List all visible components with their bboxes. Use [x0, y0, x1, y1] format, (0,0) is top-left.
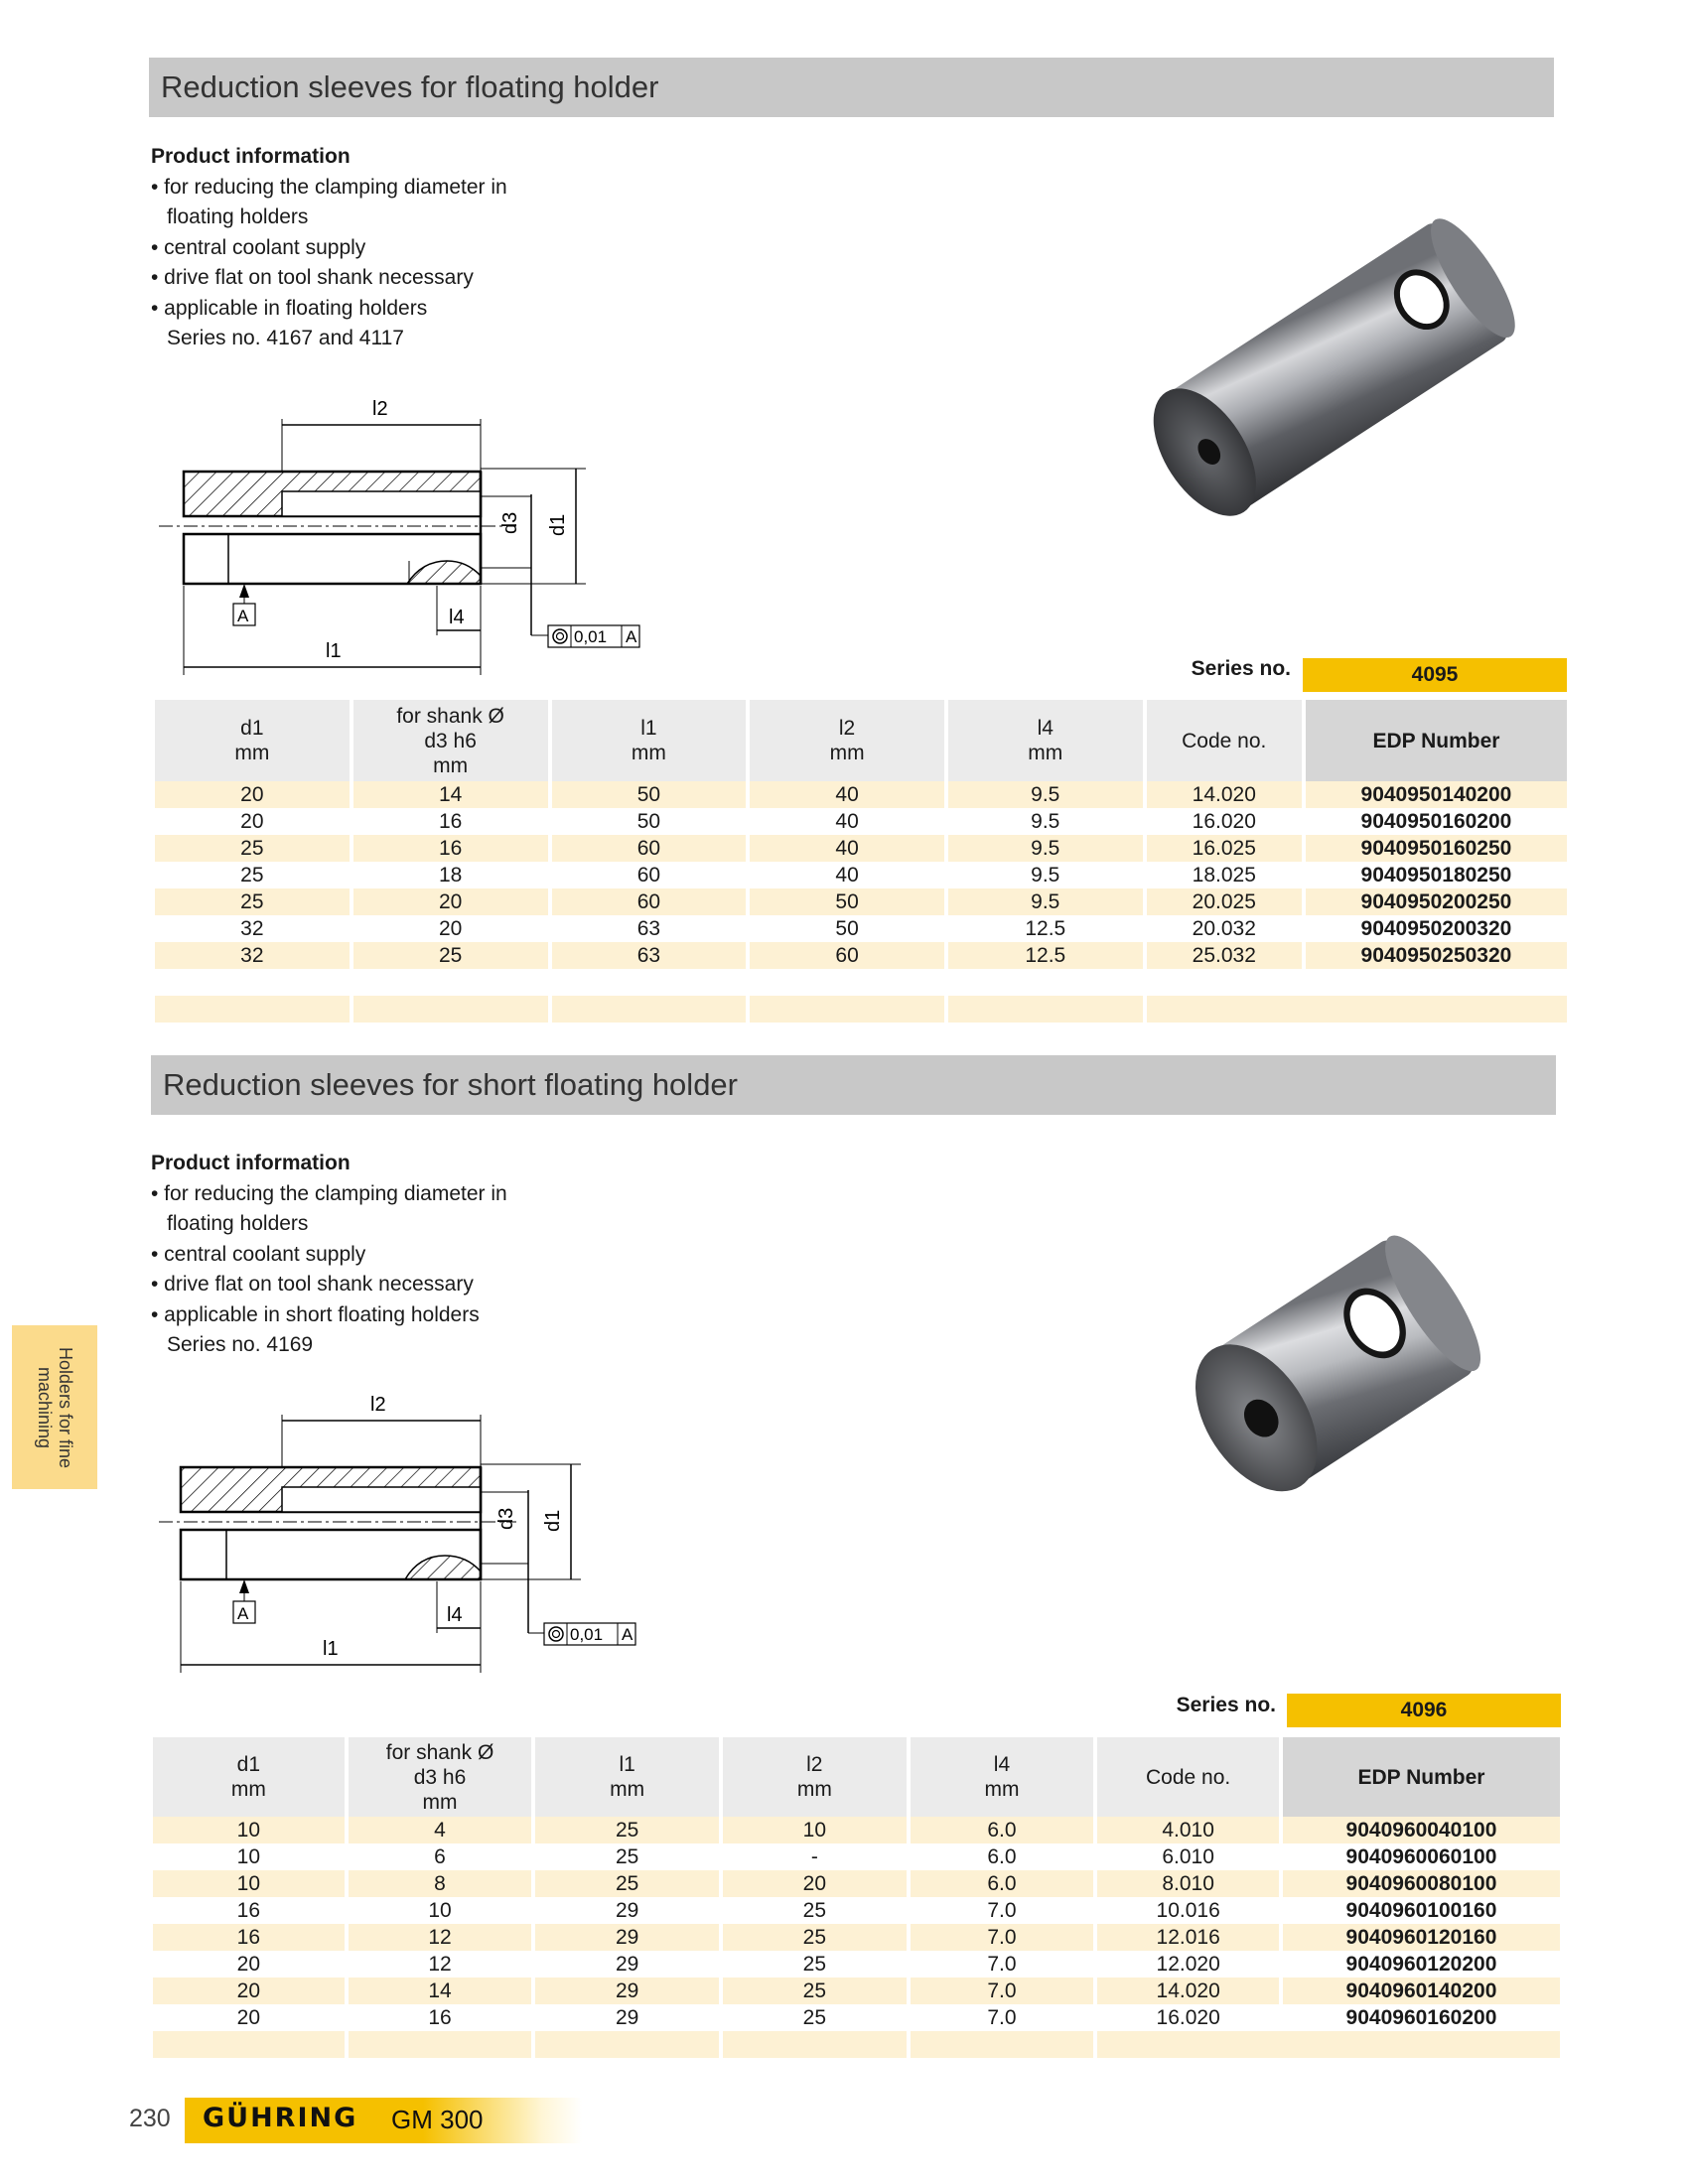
table-row: 10 4 25 10 6.0 4.010 9040960040100	[153, 1817, 1560, 1843]
col-d1: d1 mm	[155, 700, 350, 781]
bullet: • for reducing the clamping diameter in floating holders	[151, 1181, 507, 1235]
tolerance-value: 0,01	[570, 1625, 604, 1644]
tolerance-ref: A	[622, 1625, 633, 1644]
table-row: 20 12 29 25 7.0 12.020 9040960120200	[236, 1953, 1497, 1976]
dim-l1-label: l1	[326, 640, 342, 662]
technical-drawing-2	[149, 1385, 665, 1673]
table-empty-row	[155, 996, 1567, 1023]
col-l4: l4 mm	[911, 1737, 1094, 1817]
spec-table-4095	[151, 700, 1571, 1023]
side-tab-label: Holders for fine machining	[35, 1346, 75, 1468]
brand-logo: GÜHRING	[203, 2103, 358, 2133]
section-title-floating	[149, 58, 1554, 117]
tolerance-value: 0,01	[574, 627, 608, 646]
table-row: 32 20 63 50 12.5 20.032 9040950200320	[240, 917, 1512, 940]
bullet: • drive flat on tool shank necessary	[151, 1273, 474, 1296]
col-l2: l2 mm	[750, 700, 944, 781]
dim-l2-label: l2	[372, 398, 388, 420]
bullet: • for reducing the clamping diameter in floating holders	[151, 175, 507, 228]
product-info-heading: Product information	[151, 1152, 351, 1174]
col-edp: EDP Number	[1306, 700, 1567, 781]
col-shank: for shank Ø d3 h6 mm	[349, 1737, 532, 1817]
table-row: 20 14 29 25 7.0 14.020 9040960140200	[153, 1978, 1560, 2004]
table-row: 16 10 29 25 7.0 10.016 9040960100160	[236, 1899, 1497, 1922]
bullet: • applicable in floating holders Series no. 4167 and 4117	[151, 296, 428, 349]
section-title-short-floating	[151, 1055, 1556, 1115]
table-row: 20 16 29 25 7.0 16.020 9040960160200	[236, 2006, 1497, 2029]
col-l2: l2 mm	[723, 1737, 907, 1817]
col-d1: d1 mm	[153, 1737, 345, 1817]
product-photo-long-sleeve	[1102, 189, 1569, 546]
dim-d1-label: d1	[542, 1509, 564, 1532]
section-title-text: Reduction sleeves for floating holder	[161, 69, 659, 104]
dim-l1-label: l1	[323, 1638, 339, 1660]
dim-d3-label: d3	[499, 511, 521, 534]
col-l1: l1 mm	[552, 700, 747, 781]
col-l1: l1 mm	[535, 1737, 719, 1817]
table-row: 20 14 50 40 9.5 14.020 9040950140200	[155, 781, 1567, 808]
dim-l2-label: l2	[370, 1394, 386, 1416]
table-row: 25 16 60 40 9.5 16.025 9040950160250	[155, 835, 1567, 862]
technical-drawing-1	[149, 387, 665, 675]
series-number-1: 4095	[1303, 658, 1567, 692]
dim-l4-label: l4	[447, 1604, 463, 1626]
table-row: 20 16 50 40 9.5 16.020 9040950160200	[240, 810, 1512, 833]
col-code: Code no.	[1097, 1737, 1279, 1817]
catalog-name: GM 300	[391, 2105, 484, 2134]
table-row: 10 6 25 - 6.0 6.010 9040960060100	[236, 1845, 1497, 1868]
table-row: 25 18 60 40 9.5 18.025 9040950180250	[240, 864, 1512, 887]
table-row: 10 8 25 20 6.0 8.010 9040960080100	[153, 1870, 1560, 1897]
tolerance-ref: A	[626, 627, 637, 646]
datum-label: A	[237, 1604, 249, 1623]
col-edp: EDP Number	[1283, 1737, 1560, 1817]
bullet: • central coolant supply	[151, 235, 366, 259]
bullet: • applicable in short floating holders Series no. 4169	[151, 1302, 480, 1356]
product-photo-short-sleeve	[1162, 1196, 1529, 1524]
table-spacer	[155, 969, 1567, 996]
product-info-1	[151, 142, 568, 354]
table-empty-row	[153, 2031, 1560, 2058]
bullet: • drive flat on tool shank necessary	[151, 266, 474, 289]
table-row: 16 12 29 25 7.0 12.016 9040960120160	[153, 1924, 1560, 1951]
section-title-text: Reduction sleeves for short floating holder	[163, 1067, 738, 1102]
spec-table-4096	[149, 1737, 1564, 2058]
datum-label: A	[237, 607, 249, 625]
col-code: Code no.	[1147, 700, 1302, 781]
col-shank: for shank Ø d3 h6 mm	[353, 700, 548, 781]
product-info-2	[151, 1149, 548, 1361]
table-row: 32 25 63 60 12.5 25.032 9040950250320	[155, 942, 1567, 969]
dim-d1-label: d1	[547, 513, 569, 536]
dim-d3-label: d3	[495, 1507, 517, 1530]
table-row: 25 20 60 50 9.5 20.025 9040950200250	[155, 888, 1567, 915]
series-number-2: 4096	[1287, 1694, 1561, 1727]
product-info-heading: Product information	[151, 145, 351, 168]
dim-l4-label: l4	[449, 607, 465, 628]
page-number: 230	[129, 2105, 171, 2132]
bullet: • central coolant supply	[151, 1242, 366, 1266]
col-l4: l4 mm	[948, 700, 1143, 781]
side-tab-holders[interactable]	[12, 1325, 97, 1489]
